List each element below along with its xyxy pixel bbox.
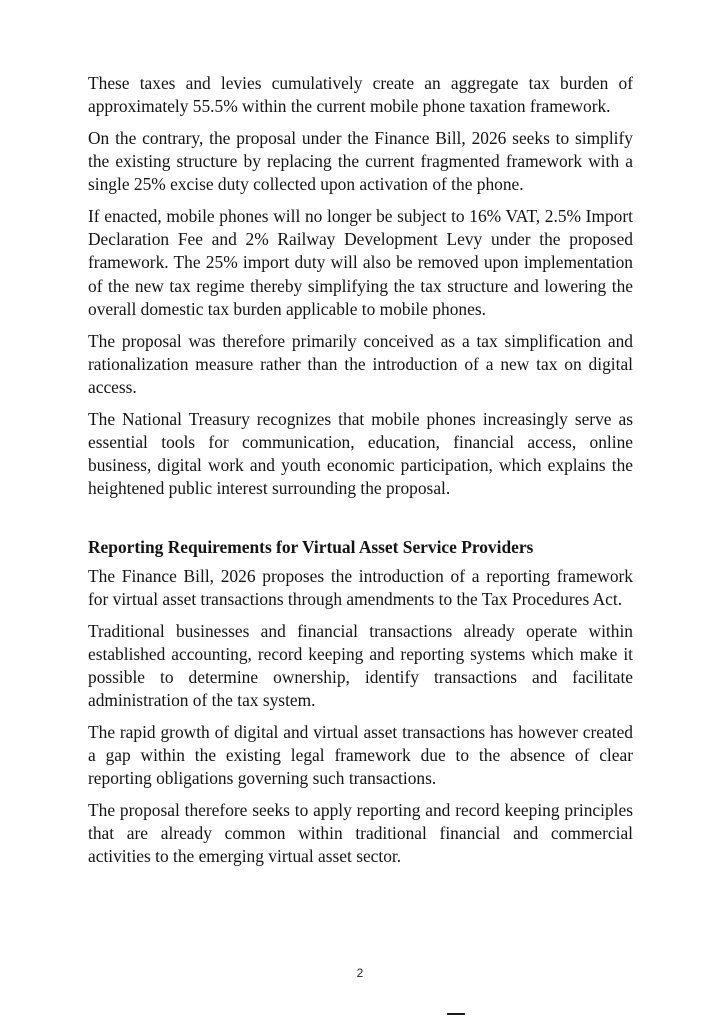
- paragraph-simplification-measure: The proposal was therefore primarily conceived as a tax simplification and rationalization measure rather than the introduction of a new tax on digital access.: [88, 330, 633, 397]
- paragraph-aggregate-tax-burden: These taxes and levies cumulatively create an aggregate tax burden of approximately 55.5% within the current mobile phone taxation framework.: [88, 73, 633, 117]
- document-page: [88, 72, 633, 877]
- paragraph-traditional-businesses: Traditional businesses and financial transactions already operate within established accounting, record keeping and reporting systems which make it possible to determine ownership, identify transactions and facilitate administration of the tax system.: [88, 620, 633, 711]
- paragraph-rapid-growth: The rapid growth of digital and virtual asset transactions has however created a gap within the existing legal framework due to the absence of clear reporting obligations governing such transactions.: [88, 721, 633, 789]
- bottom-edge-mark: [447, 1013, 465, 1015]
- paragraph-proposal-seeks: The proposal therefore seeks to apply reporting and record keeping principles that are already common within traditional financial and commercial activities to the emerging virtual asset sector.: [88, 799, 633, 867]
- paragraph-reporting-framework: The Finance Bill, 2026 proposes the introduction of a reporting framework for virtual asset transactions through amendments to the Tax Procedures Act.: [88, 565, 633, 609]
- section-heading-virtual-assets: Reporting Requirements for Virtual Asset Service Providers: [88, 537, 534, 558]
- paragraph-if-enacted: If enacted, mobile phones will no longer be subject to 16% VAT, 2.5% Import Declaration Fee and 2% Railway Development Levy under the proposed framework. The 25% import duty will also be removed upon implementation of the new tax regime thereby simplifying the tax structure and lowering the overall domestic tax burden applicable to mobile phones.: [88, 206, 633, 319]
- paragraph-treasury-recognizes: The National Treasury recognizes that mobile phones increasingly serve as essential tools for communication, education, financial access, online business, digital work and youth economic participation, which explains the heightened public interest surrounding the proposal.: [88, 408, 633, 499]
- paragraph-finance-bill-proposal: On the contrary, the proposal under the Finance Bill, 2026 seeks to simplify the existing structure by replacing the current fragmented framework with a single 25% excise duty collected upon activation of the phone.: [88, 127, 633, 195]
- page-number: 2: [356, 966, 364, 980]
